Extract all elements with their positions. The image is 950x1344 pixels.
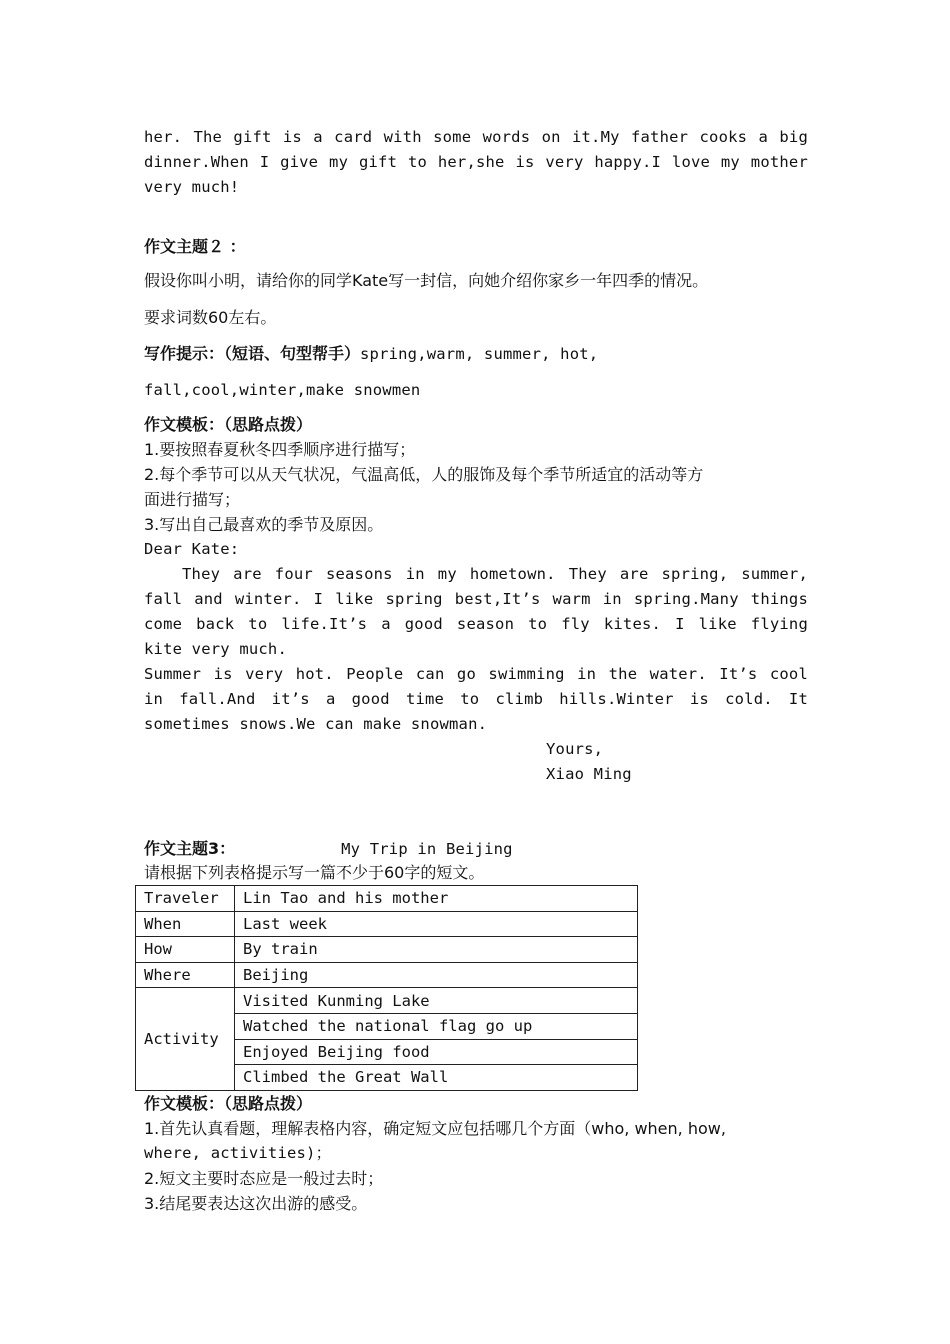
topic2-template-label: 作文模板：（思路点拨） (144, 415, 313, 434)
table-row (136, 988, 638, 1014)
letter-line: sometimes snows.We can make snowman. (144, 715, 488, 733)
letter-line: Summer is very hot. People can go swimming in the water. It’s cool (144, 665, 808, 683)
table-value: Visited Kunming Lake (235, 988, 638, 1014)
tip-item: 面进行描写； (144, 490, 241, 509)
passage-line: her. The gift is a card with some words on it.My father cooks a big (144, 128, 808, 146)
topic3-prompt: 请根据下列表格提示写一篇不少于60字的短文。 (144, 863, 485, 882)
letter-line: They are four seasons in my hometown. They are spring, summer, (182, 565, 808, 583)
hints-label: 写作提示：（短语、句型帮手） (144, 344, 361, 363)
table-value: By train (235, 937, 638, 963)
topic3-title: My Trip in Beijing (341, 840, 513, 858)
letter-signature: Xiao Ming (546, 765, 632, 783)
tip-item: 3.结尾要表达这次出游的感受。 (144, 1194, 368, 1213)
topic2-hints (144, 341, 808, 367)
letter-line: come back to life.It’s a good season to fly kites. I like flying (144, 615, 808, 633)
table-value: Climbed the Great Wall (235, 1065, 638, 1091)
trip-info-table (135, 885, 638, 1091)
topic2-word-requirement: 要求词数60左右。 (144, 308, 277, 327)
table-row (136, 962, 638, 988)
tip-item: 2.短文主要时态应是一般过去时； (144, 1169, 384, 1188)
letter-line: in fall.And it’s a good time to climb hills.Winter is cold. It (144, 690, 808, 708)
tip-item: 1.首先认真看题，理解表格内容，确定短文应包括哪几个方面（who, when, how, (144, 1119, 726, 1138)
table-value: Enjoyed Beijing food (235, 1039, 638, 1065)
table-value: Lin Tao and his mother (235, 886, 638, 912)
passage-line: very much! (144, 178, 240, 196)
hints-text: spring,warm, summer, hot, (360, 345, 599, 363)
table-key: When (136, 911, 235, 937)
tip-item: 3.写出自己最喜欢的季节及原因。 (144, 515, 384, 534)
hints-text-continued: fall,cool,winter,make snowmen (144, 381, 421, 399)
topic2-prompt: 假设你叫小明，请给你的同学Kate写一封信，向她介绍你家乡一年四季的情况。 (144, 271, 709, 290)
tip-item: 2.每个季节可以从天气状况，气温高低，人的服饰及每个季节所适宜的活动等方 (144, 465, 704, 484)
letter-salutation: Dear Kate: (144, 540, 240, 558)
table-key: Traveler (136, 886, 235, 912)
table-row (136, 911, 638, 937)
table-key: Where (136, 962, 235, 988)
letter-line: fall and winter. I like spring best,It’s warm in spring.Many things (144, 590, 808, 608)
topic3-heading: 作文主题3： (144, 839, 236, 858)
table-value: Last week (235, 911, 638, 937)
topic3-template-label: 作文模板：（思路点拨） (144, 1094, 313, 1113)
table-key: How (136, 937, 235, 963)
table-row (136, 937, 638, 963)
table-row (136, 886, 638, 912)
topic2-heading: 作文主题２ ： (144, 237, 246, 256)
table-value: Watched the national flag go up (235, 1013, 638, 1039)
letter-closing: Yours, (546, 740, 604, 758)
tip-item: where, activities)； (144, 1144, 332, 1162)
topic3-heading-row (144, 836, 808, 862)
passage-line: dinner.When I give my gift to her,she is very happy.I love my mother (144, 153, 808, 171)
table-key-activity: Activity (136, 988, 235, 1090)
letter-line: kite very much. (144, 640, 287, 658)
tip-item: 1.要按照春夏秋冬四季顺序进行描写； (144, 440, 416, 459)
table-value: Beijing (235, 962, 638, 988)
